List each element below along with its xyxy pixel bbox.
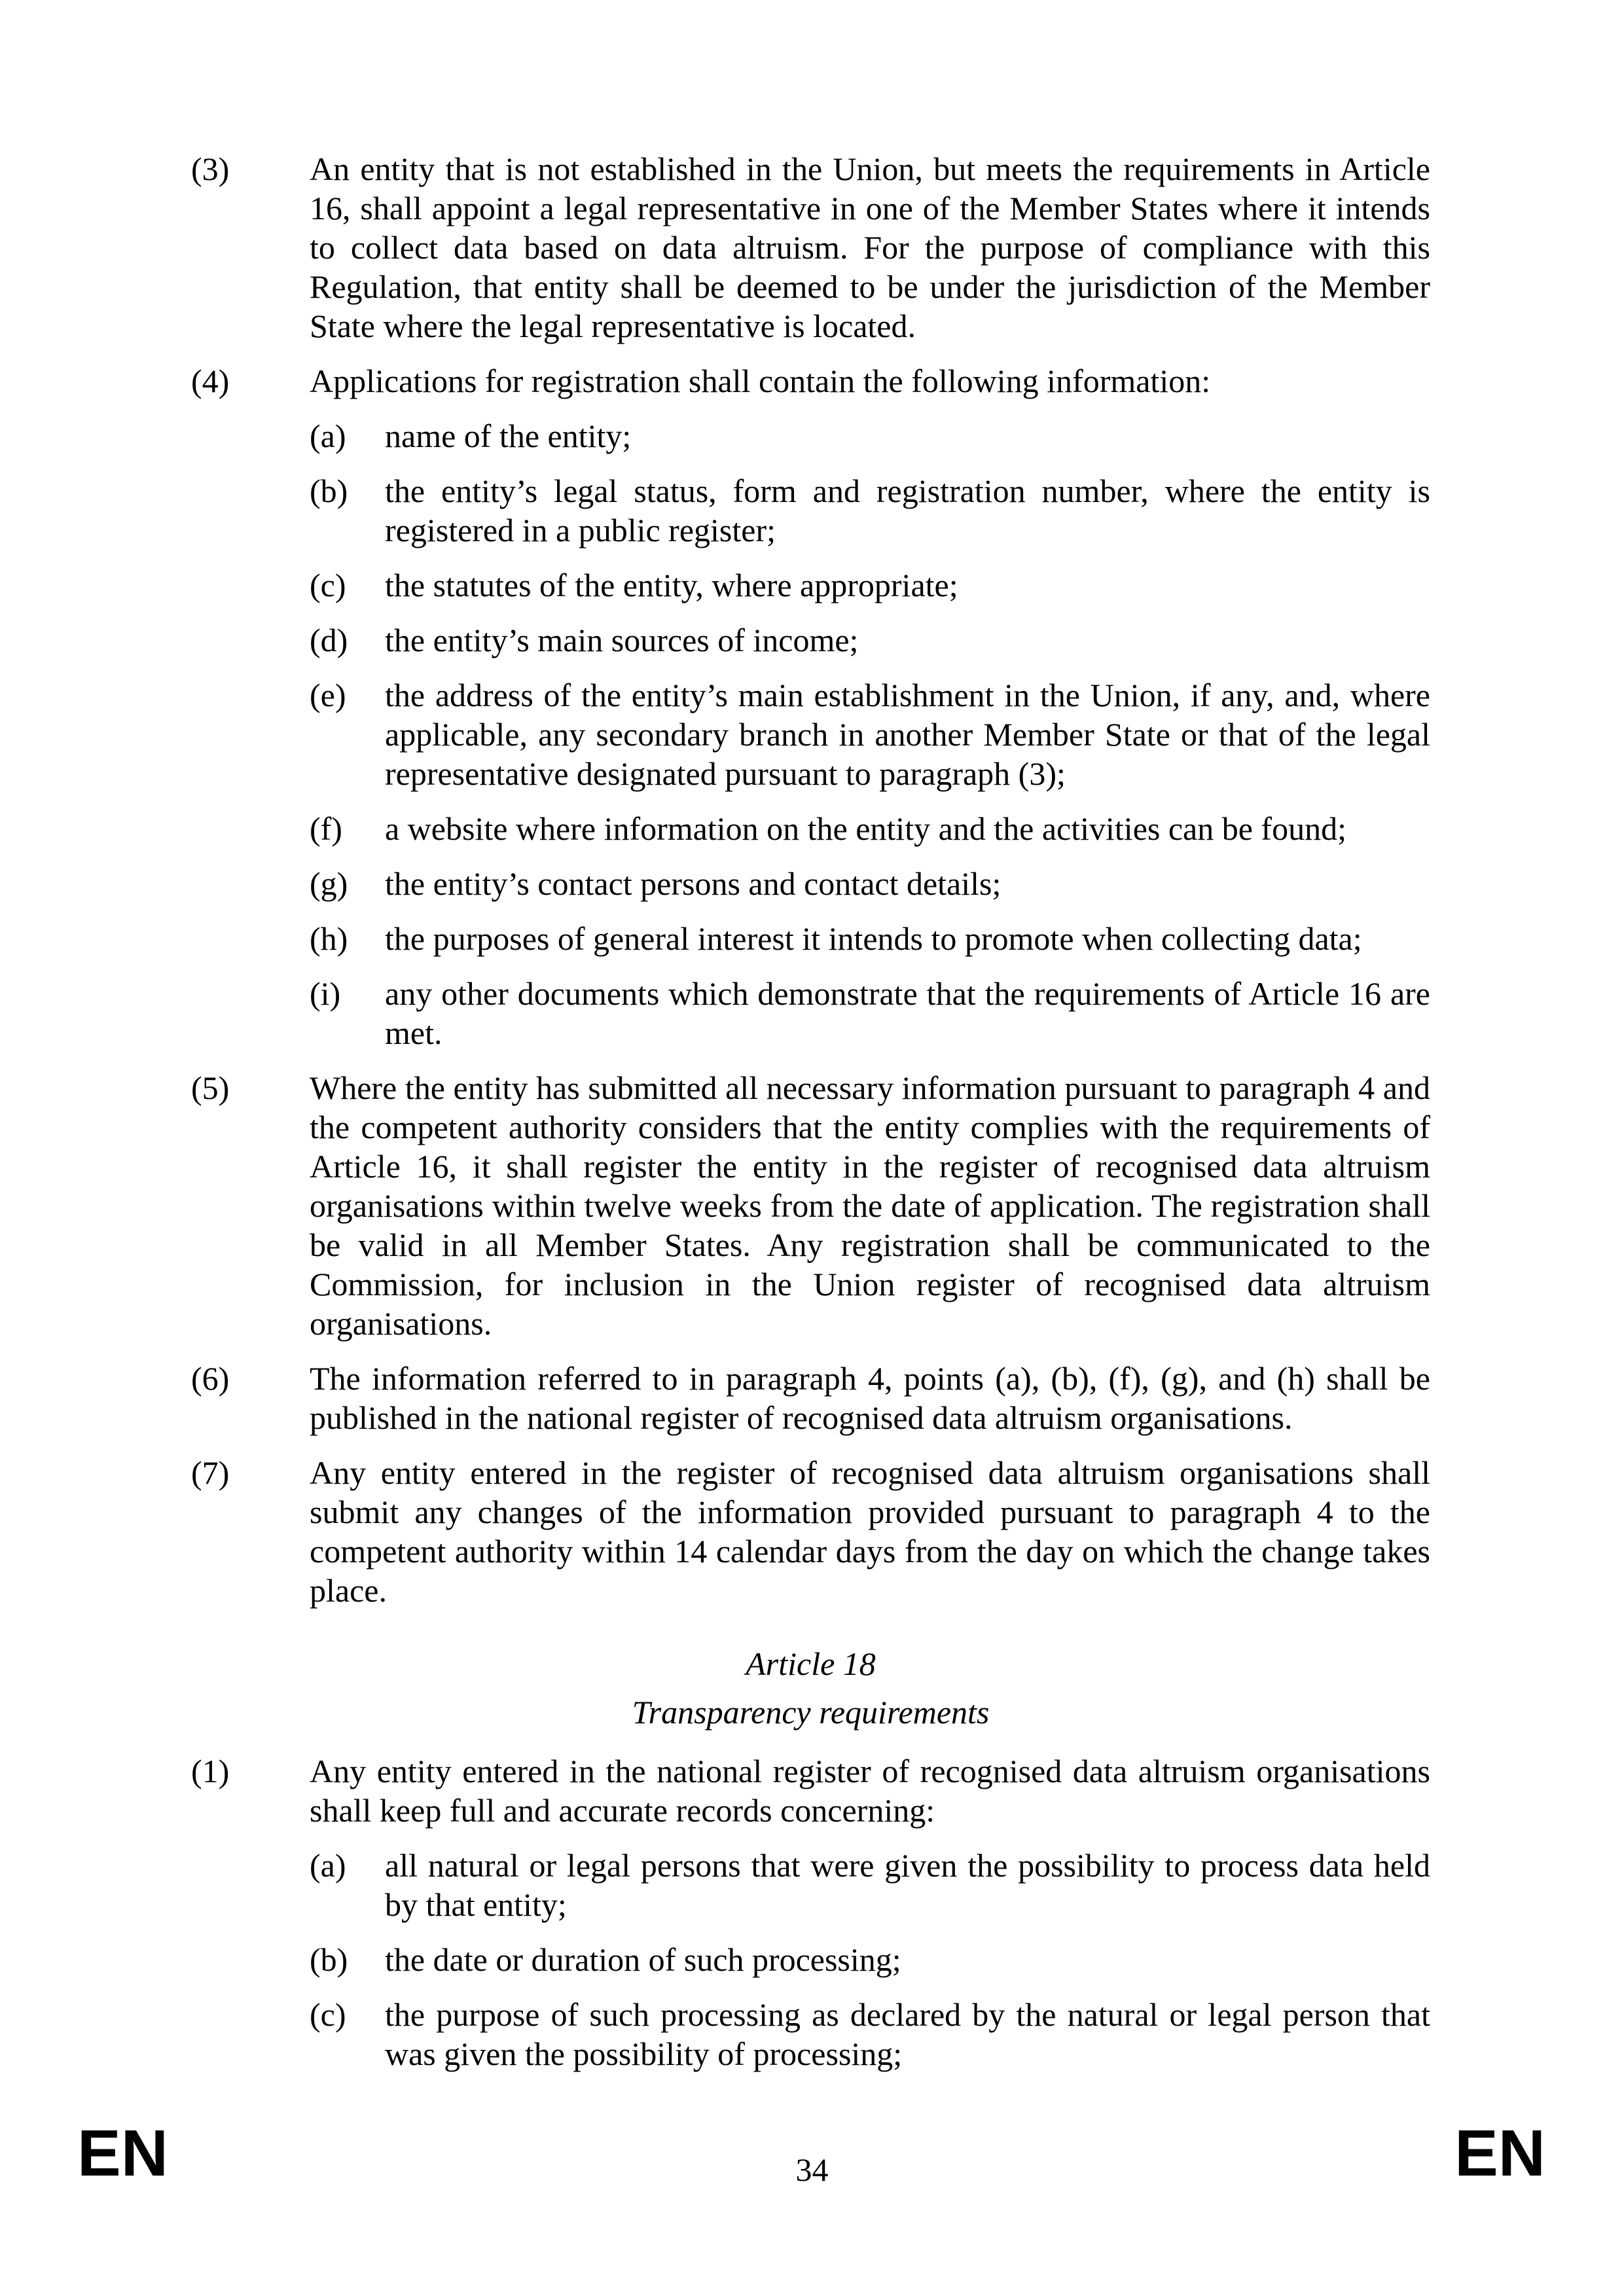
footer-language-right: EN [1454, 2117, 1545, 2190]
point-1c [191, 1995, 1430, 2073]
point-4b [191, 471, 1430, 550]
point-letter: (e) [310, 677, 346, 713]
paragraph-4 [191, 361, 1430, 401]
point-letter: (a) [310, 1847, 346, 1884]
paragraph-number: (3) [191, 151, 230, 187]
paragraph-text: Any entity entered in the national register of recognised data altruism organisations shall keep full and accurate records concerning: [310, 1753, 1430, 1829]
point-letter: (b) [310, 473, 348, 509]
point-letter: (a) [310, 418, 346, 454]
paragraph-3 [191, 149, 1430, 346]
point-4a [191, 416, 1430, 456]
point-letter: (b) [310, 1941, 348, 1978]
point-4e [191, 675, 1430, 793]
paragraph-number: (1) [191, 1753, 230, 1789]
point-text: name of the entity; [385, 418, 632, 454]
paragraph-number: (7) [191, 1454, 230, 1491]
point-letter: (g) [310, 865, 348, 902]
point-4f [191, 809, 1430, 848]
paragraph-number: (6) [191, 1360, 230, 1397]
paragraph-7 [191, 1453, 1430, 1610]
footer-language-left: EN [77, 2117, 168, 2190]
paragraph-number: (5) [191, 1069, 230, 1106]
point-text: all natural or legal persons that were given the possibility to process data held by that entity; [385, 1847, 1430, 1923]
point-text: the date or duration of such processing; [385, 1941, 901, 1978]
paragraph-text: Where the entity has submitted all necessary information pursuant to paragraph 4 and the competent authority considers that the entity complies with the requirements of Article 16, it shall register the entity in the register of recognised data altruism organisations within twelve weeks from the date of application. The registration shall be valid in all Member States. Any registration shall be communicated to the Commission, for inclusion in the Union register of recognised data altruism organisations. [310, 1069, 1430, 1342]
point-text: the statutes of the entity, where appropriate; [385, 567, 958, 603]
point-letter: (i) [310, 975, 341, 1012]
point-text: the entity’s main sources of income; [385, 622, 859, 658]
point-text: the purposes of general interest it intends to promote when collecting data; [385, 920, 1362, 957]
point-text: the address of the entity’s main establishment in the Union, if any, and, where applicable, any secondary branch in another Member State or that of the legal representative designated pursuant to paragraph (3); [385, 677, 1430, 792]
paragraph-text: The information referred to in paragraph 4, points (a), (b), (f), (g), and (h) shall be published in the national register of recognised data altruism organisations. [310, 1360, 1430, 1436]
point-text: the entity’s legal status, form and registration number, where the entity is registered in a public register; [385, 473, 1430, 548]
point-letter: (h) [310, 920, 348, 957]
paragraph-text: An entity that is not established in the Union, but meets the requirements in Article 16, shall appoint a legal representative in one of the Member States where it intends to collect data based on data altruism. For the purpose of compliance with this Regulation, that entity shall be deemed to be under the jurisdiction of the Member State where the legal representative is located. [310, 151, 1430, 344]
point-4g [191, 864, 1430, 903]
paragraph-text: Any entity entered in the register of recognised data altruism organisations shall submit any changes of the information provided pursuant to paragraph 4 to the competent authority within 14 calendar days from the day on which the change takes place. [310, 1454, 1430, 1609]
point-4c [191, 565, 1430, 605]
point-letter: (f) [310, 810, 342, 847]
point-text: the entity’s contact persons and contact details; [385, 865, 1001, 902]
paragraph-5 [191, 1068, 1430, 1343]
point-letter: (d) [310, 622, 348, 658]
point-4i [191, 974, 1430, 1052]
paragraph-6 [191, 1359, 1430, 1437]
footer-page-number: 34 [795, 2151, 829, 2188]
article-subtitle: Transparency requirements [632, 1694, 990, 1731]
point-4h [191, 919, 1430, 958]
point-letter: (c) [310, 567, 346, 603]
point-text: the purpose of such processing as declared by the natural or legal person that was given the possibility of processing; [385, 1996, 1430, 2072]
paragraph-number: (4) [191, 363, 230, 399]
point-1a [191, 1846, 1430, 1924]
article-number-title: Article 18 [746, 1645, 876, 1682]
paragraph-1 [191, 1751, 1430, 1830]
article-18-heading [191, 1644, 1430, 1732]
document-body [191, 149, 1430, 2089]
paragraph-text: Applications for registration shall contain the following information: [310, 363, 1211, 399]
point-letter: (c) [310, 1996, 346, 2033]
point-1b [191, 1940, 1430, 1979]
point-text: a website where information on the entity and the activities can be found; [385, 810, 1346, 847]
point-4d [191, 620, 1430, 660]
point-text: any other documents which demonstrate that the requirements of Article 16 are met. [385, 975, 1430, 1051]
